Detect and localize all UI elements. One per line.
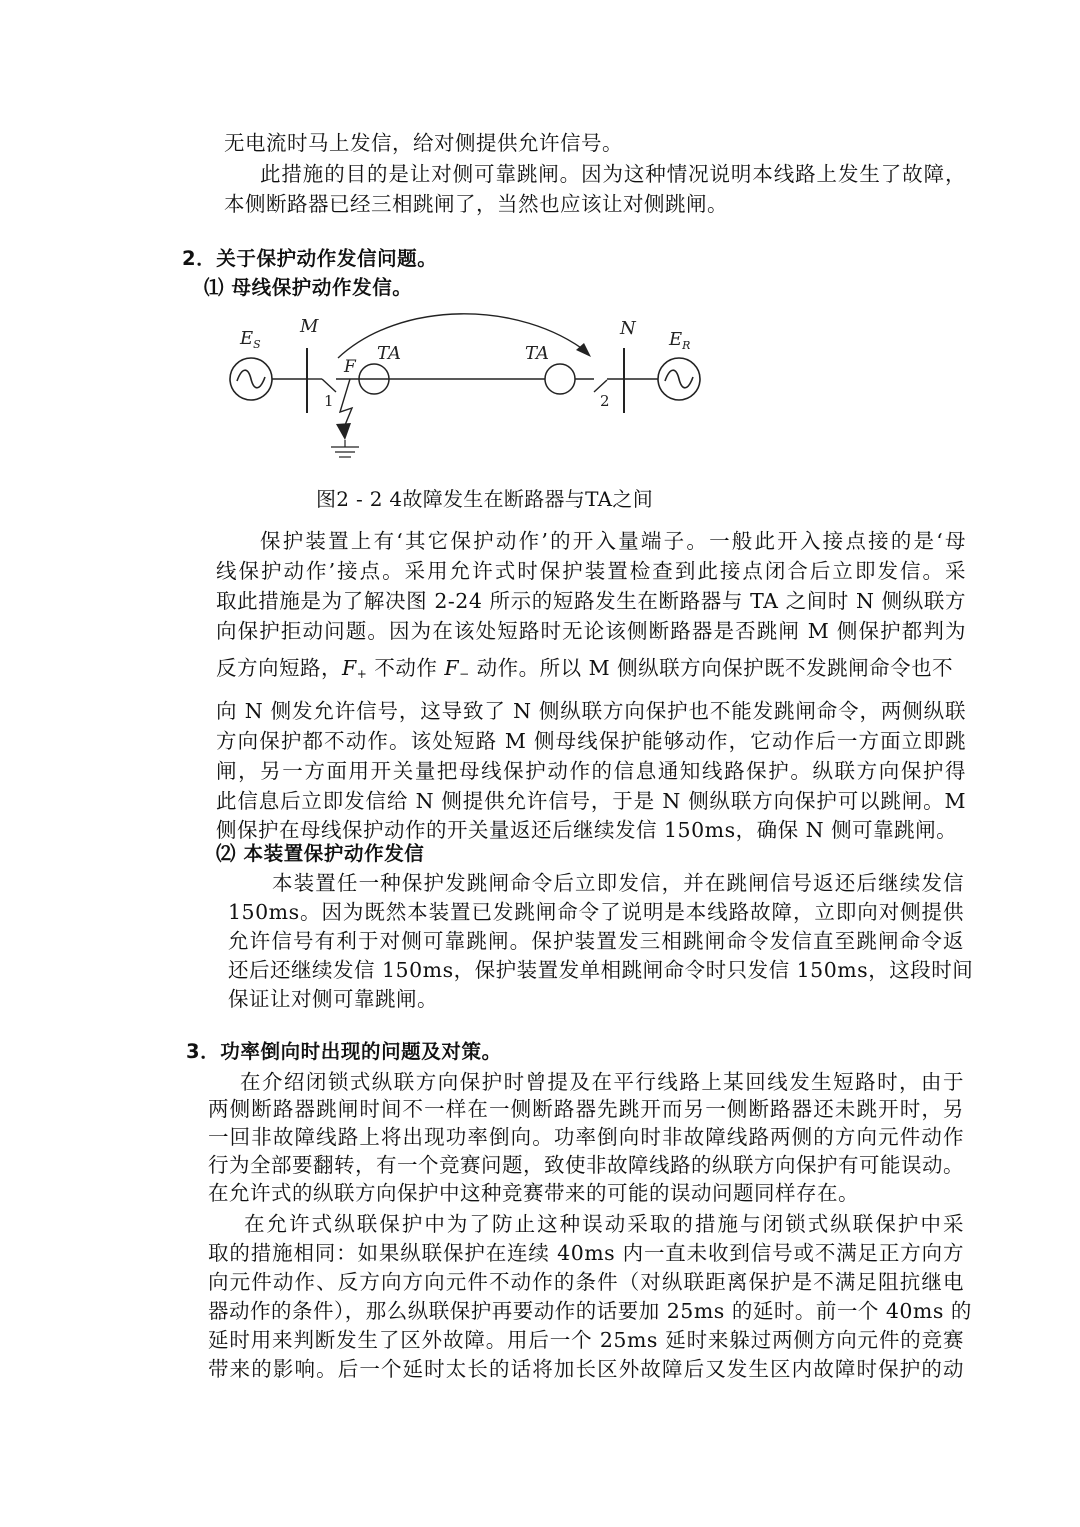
text-line: 无电流时马上发信，给对侧提供允许信号。 [224,131,623,155]
text-line: 器动作的条件），那么纵联保护再要动作的话要加 25ms 的延时。前一个 40ms 的 [208,1299,972,1323]
text-line-with-formula: 反方向短路，$F_+$ 不动作 $F_-$ 动作。所以 M 侧纵联方向保护既不发跳闸命令也不 [216,656,954,681]
text-line: 在介绍闭锁式纵联方向保护时曾提及在平行线路上某回线发生短路时，由于 [240,1070,964,1094]
text-line: 向保护拒动问题。因为在该处短路时无论该侧断路器是否跳闸 M 侧保护都判为 [216,619,966,643]
label-2: 2 [600,392,610,410]
text-line: 本装置任一种保护发跳闸命令后立即发信，并在跳闸信号返还后继续发信 [272,871,964,895]
text-line: 本侧断路器已经三相跳闸了，当然也应该让对侧跳闸。 [224,192,728,216]
text-line: 向元件动作、反方向方向元件不动作的条件（对纵联距离保护是不满足阻抗继电 [208,1270,964,1294]
label-ta-left: TA [377,343,402,364]
text-line: 侧保护在母线保护动作的开关量返还后继续发信 150ms，确保 N 侧可靠跳闸。 [216,818,958,842]
source-es-symbol [230,358,272,400]
section-heading: 3．功率倒向时出现的问题及对策。 [186,1040,502,1063]
symbol-f-plus: F [342,656,357,680]
label-1: 1 [324,392,334,410]
subsection-heading: ⑵ 本装置保护动作发信 [216,842,425,865]
signal-arrow [338,314,588,358]
text-line: 150ms。因为既然本装置已发跳闸命令了说明是本线路故障，立即向对侧提供 [228,900,964,924]
figure-caption: 图2 - 2 4故障发生在断路器与TA之间 [316,487,653,511]
text-line: 允许信号有利于对侧可靠跳闸。保护装置发三相跳闸命令发信直至跳闸命令返 [228,929,964,953]
label-es: $E_S$ [240,328,261,351]
symbol-f-minus: F [444,656,460,680]
text-line: 在允许式纵联保护中为了防止这种误动采取的措施与闭锁式纵联保护中采 [244,1212,964,1236]
label-n: N [620,318,636,339]
text-line: 在允许式的纵联方向保护中这种竞赛带来的可能的误动问题同样存在。 [208,1181,859,1205]
text-line: 两侧断路器跳闸时间不一样在一侧断路器先跳开而另一侧断路器还未跳开时，另 [208,1097,964,1121]
text-line: 向 N 侧发允许信号，这导致了 N 侧纵联方向保护也不能发跳闸命令，两侧纵联 [216,699,966,723]
circuit-diagram [0,0,1080,480]
label-ta-right: TA [525,343,550,364]
fault-lightning [340,379,352,430]
text-line: 取此措施是为了解决图 2-24 所示的短路发生在断路器与 TA 之间时 N 侧纵联方 [216,589,966,613]
text-line: 保护装置上有‘其它保护动作’的开入量端子。一般此开入接点接的是‘母 [260,529,966,553]
label-f: F [344,357,356,377]
text-line: 取的措施相同：如果纵联保护在连续 40ms 内一直未收到信号或不满足正方向方 [208,1241,964,1265]
subsection-heading: ⑴ 母线保护动作发信。 [204,276,413,299]
text-line: 闸，另一方面用开关量把母线保护动作的信息通知线路保护。纵联方向保护得 [216,759,966,783]
text-line: 此措施的目的是让对侧可靠跳闸。因为这种情况说明本线路上发生了故障， [260,162,966,186]
label-m: M [300,316,319,337]
text-line: 保证让对侧可靠跳闸。 [228,987,438,1011]
label-er: $E_R$ [669,329,691,352]
text-line: 行为全部要翻转，有一个竞赛问题，致使非故障线路的纵联方向保护有可能误动。 [208,1153,964,1177]
text-line: 方向保护都不动作。该处短路 M 侧母线保护能够动作，它动作后一方面立即跳 [216,729,966,753]
text-line: 线保护动作’接点。采用允许式时保护装置检查到此接点闭合后立即发信。采 [216,559,966,583]
source-er-symbol [658,358,700,400]
ta-right [545,364,575,394]
text-line: 延时用来判断发生了区外故障。用后一个 25ms 延时来躲过两侧方向元件的竞赛 [208,1328,964,1352]
text-line: 此信息后立即发信给 N 侧提供允许信号，于是 N 侧纵联方向保护可以跳闸。M [216,789,966,813]
breaker-2 [594,380,607,392]
text-line: 带来的影响。后一个延时太长的话将加长区外故障后又发生区内故障时保护的动 [208,1357,964,1381]
section-heading: 2．关于保护动作发信问题。 [182,247,438,270]
text-line: 一回非故障线路上将出现功率倒向。功率倒向时非故障线路两侧的方向元件动作 [208,1125,964,1149]
text-line: 还后还继续发信 150ms，保护装置发单相跳闸命令时只发信 150ms，这段时间 [228,958,974,982]
